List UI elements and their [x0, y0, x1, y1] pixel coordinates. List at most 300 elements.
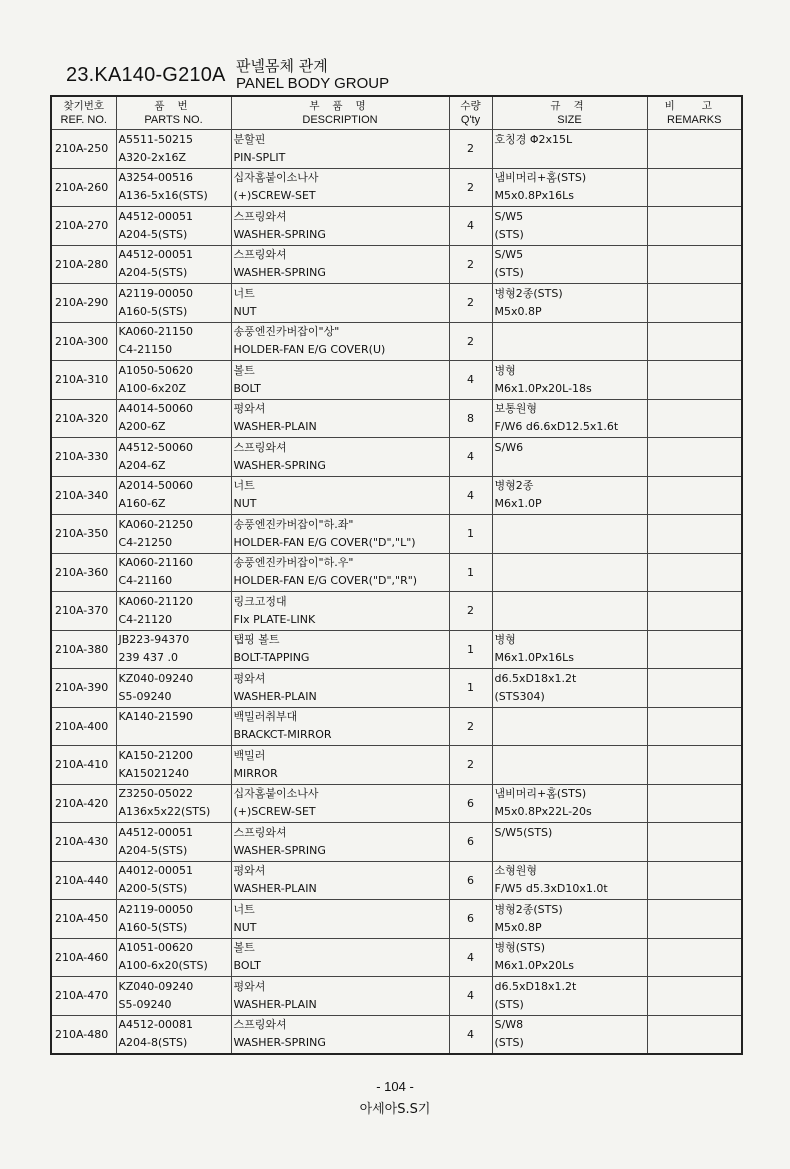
size-line1 [493, 516, 647, 534]
size [492, 322, 647, 361]
size [492, 861, 647, 900]
description-english: MIRROR [233, 766, 278, 780]
table-row [51, 245, 742, 284]
parts-number-line1: KZ040-09240 [118, 979, 194, 993]
description [231, 284, 449, 323]
parts-number [116, 168, 231, 207]
ref-number: 210A-430 [51, 823, 116, 862]
parts-number-line2: C4-21160 [118, 574, 173, 588]
table-row [51, 476, 742, 515]
size-line1: 소형원형 [494, 864, 538, 878]
remarks [647, 207, 742, 246]
parts-number [116, 515, 231, 554]
parts-number [116, 861, 231, 900]
description-english: HOLDER-FAN E/G COVER("D","L") [233, 535, 416, 549]
parts-number [116, 284, 231, 323]
parts-number [116, 938, 231, 977]
size [492, 438, 647, 477]
description-english: WASHER-PLAIN [233, 420, 317, 434]
description-english: (+)SCREW-SET [233, 189, 316, 203]
parts-number-line2: A100-6x20Z [118, 381, 187, 395]
table-row [51, 168, 742, 207]
size [492, 630, 647, 669]
quantity: 8 [449, 399, 492, 438]
description [231, 476, 449, 515]
size-line1: S/W5 [494, 209, 524, 223]
size [492, 784, 647, 823]
description-korean: 송풍엔진카버잡이"하.우" [233, 556, 354, 570]
description-english: BOLT-TAPPING [233, 651, 310, 665]
column-header-remarks: 비 고 REMARKS [647, 96, 742, 130]
description-english: BOLT [233, 381, 261, 395]
size-line1: 병형2종 [494, 479, 534, 493]
description-english: WASHER-SPRING [233, 227, 326, 241]
group-title-korean: 판넬몸체 관계 [236, 57, 328, 75]
table-row [51, 284, 742, 323]
size [492, 207, 647, 246]
parts-number [116, 900, 231, 939]
ref-number: 210A-270 [51, 207, 116, 246]
remarks [647, 553, 742, 592]
table-row [51, 399, 742, 438]
remarks [647, 438, 742, 477]
description-english: FIx PLATE-LINK [233, 612, 316, 626]
size-line1: d6.5xD18x1.2t [494, 671, 577, 685]
size [492, 399, 647, 438]
ref-number: 210A-460 [51, 938, 116, 977]
table-row [51, 900, 742, 939]
column-header-description: 부 품 명 DESCRIPTION [231, 96, 449, 130]
size-line1: 냄비머리+홈(STS) [494, 787, 587, 801]
size-line2 [493, 149, 647, 167]
table-row [51, 669, 742, 708]
parts-number-line1: A4512-00051 [118, 209, 193, 223]
description [231, 707, 449, 746]
ref-number: 210A-360 [51, 553, 116, 592]
parts-number-line2 [117, 726, 231, 744]
ref-number: 210A-350 [51, 515, 116, 554]
parts-number-line1: KA060-21120 [118, 594, 194, 608]
parts-number-line1: A2119-00050 [118, 902, 193, 916]
description-korean: 링크고정대 [233, 594, 287, 608]
description-english: WASHER-PLAIN [233, 997, 317, 1011]
parts-number-line2: A204-5(STS) [118, 227, 188, 241]
description-korean: 백밀러 [233, 748, 266, 762]
parts-number-line2: A136x5x22(STS) [118, 805, 211, 819]
column-header-parts: 품 번 PARTS NO. [116, 96, 231, 130]
size [492, 168, 647, 207]
remarks [647, 900, 742, 939]
remarks [647, 399, 742, 438]
size-line1: 병형2종(STS) [494, 286, 563, 300]
size-line1: 냄비머리+홈(STS) [494, 171, 587, 185]
description-korean: 너트 [233, 479, 255, 493]
size [492, 707, 647, 746]
parts-number [116, 746, 231, 785]
description [231, 515, 449, 554]
quantity: 4 [449, 207, 492, 246]
size [492, 592, 647, 631]
remarks [647, 361, 742, 400]
size-line2: (STS) [494, 227, 524, 241]
size-line2 [493, 726, 647, 744]
parts-number [116, 245, 231, 284]
parts-number-line2: C4-21250 [118, 535, 173, 549]
parts-number-line2: A100-6x20(STS) [118, 959, 208, 973]
table-row [51, 977, 742, 1016]
table-row [51, 1015, 742, 1054]
quantity: 1 [449, 630, 492, 669]
parts-number [116, 1015, 231, 1054]
table-row [51, 746, 742, 785]
parts-number-line2: C4-21150 [118, 343, 173, 357]
description [231, 399, 449, 438]
parts-number [116, 823, 231, 862]
parts-number-line1: A4012-00051 [118, 864, 193, 878]
remarks [647, 130, 742, 169]
parts-number-line2: S5-09240 [118, 689, 172, 703]
parts-number-line1: A1050-50620 [118, 363, 193, 377]
column-header-size: 규 격 SIZE [492, 96, 647, 130]
size-line2: M6x1.0Px20Ls [494, 959, 574, 973]
parts-number [116, 322, 231, 361]
description-english: (+)SCREW-SET [233, 805, 316, 819]
quantity: 2 [449, 168, 492, 207]
description [231, 245, 449, 284]
ref-number: 210A-250 [51, 130, 116, 169]
parts-number-line2: A204-8(STS) [118, 1036, 188, 1050]
quantity: 4 [449, 1015, 492, 1054]
description-english: WASHER-SPRING [233, 843, 326, 857]
table-row [51, 861, 742, 900]
quantity: 4 [449, 938, 492, 977]
parts-number-line1: A4014-50060 [118, 402, 193, 416]
description [231, 322, 449, 361]
description-english: NUT [233, 304, 257, 318]
size-line1 [493, 747, 647, 765]
table-row [51, 130, 742, 169]
parts-number-line2: A200-5(STS) [118, 882, 188, 896]
table-row [51, 553, 742, 592]
description [231, 592, 449, 631]
parts-number-line1: KA150-21200 [118, 748, 194, 762]
quantity: 6 [449, 823, 492, 862]
parts-number [116, 592, 231, 631]
parts-number-line2: S5-09240 [118, 997, 172, 1011]
quantity: 1 [449, 515, 492, 554]
quantity: 6 [449, 861, 492, 900]
size [492, 361, 647, 400]
remarks [647, 168, 742, 207]
quantity: 2 [449, 592, 492, 631]
parts-number-line2: A160-6Z [118, 497, 166, 511]
table-header-row [51, 96, 742, 130]
description-korean: 송풍엔진카버잡이"상" [233, 325, 340, 339]
parts-number [116, 707, 231, 746]
description-korean: 너트 [233, 902, 255, 916]
size-line2 [493, 611, 647, 629]
size-line2 [493, 457, 647, 475]
size-line1 [493, 593, 647, 611]
size [492, 900, 647, 939]
size-line1: S/W8 [494, 1018, 524, 1032]
description-korean: 스프링와셔 [233, 1018, 287, 1032]
size-line2: M5x0.8Px22L-20s [494, 805, 592, 819]
parts-number-line2: A320-2x16Z [118, 150, 187, 164]
table-row [51, 438, 742, 477]
ref-number: 210A-290 [51, 284, 116, 323]
parts-number [116, 669, 231, 708]
description [231, 938, 449, 977]
remarks [647, 1015, 742, 1054]
description-korean: 너트 [233, 286, 255, 300]
remarks [647, 861, 742, 900]
description-english: WASHER-SPRING [233, 266, 326, 280]
quantity: 4 [449, 977, 492, 1016]
description-english: WASHER-SPRING [233, 1036, 326, 1050]
column-header-ref: 찾기번호 REF. NO. [51, 96, 116, 130]
parts-number-line2: A204-5(STS) [118, 843, 188, 857]
ref-number: 210A-320 [51, 399, 116, 438]
remarks [647, 592, 742, 631]
description-korean: 백밀러취부대 [233, 710, 298, 724]
ref-number: 210A-450 [51, 900, 116, 939]
table-row [51, 322, 742, 361]
parts-number-line1: KA060-21150 [118, 325, 194, 339]
description-korean: 스프링와셔 [233, 825, 287, 839]
parts-number [116, 476, 231, 515]
table-row [51, 823, 742, 862]
remarks [647, 977, 742, 1016]
parts-number [116, 784, 231, 823]
parts-number-line1: KA060-21250 [118, 517, 194, 531]
parts-number [116, 977, 231, 1016]
parts-number-line1: A2014-50060 [118, 479, 193, 493]
size-line1: S/W5(STS) [494, 825, 553, 839]
parts-number-line1: A5511-50215 [118, 132, 193, 146]
quantity: 1 [449, 669, 492, 708]
size-line1 [493, 323, 647, 341]
remarks [647, 669, 742, 708]
description-english: WASHER-PLAIN [233, 689, 317, 703]
description-korean: 스프링와셔 [233, 248, 287, 262]
description-english: NUT [233, 497, 257, 511]
size [492, 553, 647, 592]
size-line2: M5x0.8P [494, 304, 542, 318]
description [231, 207, 449, 246]
ref-number: 210A-420 [51, 784, 116, 823]
description [231, 823, 449, 862]
parts-number-line1: A3254-00516 [118, 171, 193, 185]
table-row [51, 707, 742, 746]
description [231, 977, 449, 1016]
quantity: 4 [449, 476, 492, 515]
ref-number: 210A-370 [51, 592, 116, 631]
remarks [647, 476, 742, 515]
parts-number-line1: A2119-00050 [118, 286, 193, 300]
description-english: HOLDER-FAN E/G COVER(U) [233, 343, 386, 357]
quantity: 2 [449, 130, 492, 169]
description-korean: 스프링와셔 [233, 440, 287, 454]
remarks [647, 630, 742, 669]
table-row [51, 784, 742, 823]
parts-number-line2: KA15021240 [118, 766, 190, 780]
size-line2 [493, 341, 647, 359]
description [231, 900, 449, 939]
size [492, 938, 647, 977]
group-code: 23.KA140-G210A [66, 64, 226, 86]
quantity: 2 [449, 245, 492, 284]
parts-number [116, 399, 231, 438]
description-korean: 십자홈붙이소나사 [233, 171, 319, 185]
size-line1: 병형 [494, 633, 516, 647]
size-line2 [493, 534, 647, 552]
size-line1: 병형 [494, 363, 516, 377]
parts-number [116, 130, 231, 169]
description-english: BOLT [233, 959, 261, 973]
page-number: - 104 - [376, 1079, 414, 1094]
size [492, 823, 647, 862]
parts-number-line2: A160-5(STS) [118, 304, 188, 318]
table-row [51, 515, 742, 554]
description-korean: 송풍엔진카버잡이"하.좌" [233, 517, 354, 531]
size-line2: M5x0.8Px16Ls [494, 189, 574, 203]
table-row [51, 207, 742, 246]
ref-number: 210A-440 [51, 861, 116, 900]
description [231, 784, 449, 823]
column-header-qty: 수량 Q'ty [449, 96, 492, 130]
table-row [51, 938, 742, 977]
parts-number-line1: A4512-00051 [118, 825, 193, 839]
parts-table [50, 95, 743, 1055]
size-line1: 병형2종(STS) [494, 902, 563, 916]
remarks [647, 823, 742, 862]
parts-number-line1: A4512-00081 [118, 1018, 193, 1032]
quantity: 2 [449, 284, 492, 323]
parts-number [116, 438, 231, 477]
size [492, 977, 647, 1016]
ref-number: 210A-480 [51, 1015, 116, 1054]
size [492, 245, 647, 284]
description [231, 861, 449, 900]
size-line2 [493, 842, 647, 860]
parts-number-line1: KA060-21160 [118, 556, 194, 570]
size [492, 515, 647, 554]
description-english: WASHER-PLAIN [233, 882, 317, 896]
quantity: 2 [449, 746, 492, 785]
company-name: 아세아S.S기 [359, 1102, 431, 1117]
remarks [647, 515, 742, 554]
table-row [51, 630, 742, 669]
quantity: 2 [449, 707, 492, 746]
size [492, 746, 647, 785]
size-line2: M6x1.0Px16Ls [494, 651, 574, 665]
parts-number-line1: Z3250-05022 [118, 787, 193, 801]
description-english: BRACKCT-MIRROR [233, 728, 332, 742]
description-korean: 볼트 [233, 363, 255, 377]
description [231, 130, 449, 169]
description-korean: 평와셔 [233, 864, 266, 878]
description [231, 1015, 449, 1054]
ref-number: 210A-400 [51, 707, 116, 746]
remarks [647, 284, 742, 323]
description-korean: 탭핑 볼트 [233, 633, 280, 647]
parts-number-line2: A160-5(STS) [118, 920, 188, 934]
ref-number: 210A-380 [51, 630, 116, 669]
description-korean: 평와셔 [233, 671, 266, 685]
remarks [647, 707, 742, 746]
group-title-english: PANEL BODY GROUP [236, 75, 390, 92]
size-line2: F/W6 d6.6xD12.5x1.6t [494, 420, 619, 434]
ref-number: 210A-280 [51, 245, 116, 284]
size-line1: d6.5xD18x1.2t [494, 979, 577, 993]
parts-number [116, 207, 231, 246]
description-korean: 볼트 [233, 941, 255, 955]
parts-number [116, 361, 231, 400]
size-line1: S/W6 [494, 440, 524, 454]
description [231, 669, 449, 708]
size-line1: 보통원형 [494, 402, 538, 416]
quantity: 4 [449, 438, 492, 477]
parts-number-line2: C4-21120 [118, 612, 173, 626]
remarks [647, 746, 742, 785]
parts-number-line2: A204-5(STS) [118, 266, 188, 280]
description-korean: 십자홈붙이소나사 [233, 787, 319, 801]
parts-number-line2: A200-6Z [118, 420, 166, 434]
description-english: PIN-SPLIT [233, 150, 286, 164]
description-korean: 평와셔 [233, 979, 266, 993]
ref-number: 210A-260 [51, 168, 116, 207]
quantity: 6 [449, 784, 492, 823]
description-korean: 스프링와셔 [233, 209, 287, 223]
size-line2: M6x1.0P [494, 497, 542, 511]
size [492, 284, 647, 323]
size-line2: (STS) [494, 997, 524, 1011]
ref-number: 210A-470 [51, 977, 116, 1016]
remarks [647, 938, 742, 977]
description-english: WASHER-SPRING [233, 458, 326, 472]
size-line2 [493, 765, 647, 783]
table-row [51, 361, 742, 400]
parts-number [116, 630, 231, 669]
remarks [647, 322, 742, 361]
parts-number-line2: 239 437 .0 [118, 651, 178, 665]
description [231, 438, 449, 477]
ref-number: 210A-410 [51, 746, 116, 785]
parts-number-line1: KZ040-09240 [118, 671, 194, 685]
table-row [51, 592, 742, 631]
quantity: 6 [449, 900, 492, 939]
size-line2: (STS304) [494, 689, 545, 703]
description [231, 361, 449, 400]
parts-number-line1: JB223-94370 [118, 633, 190, 647]
ref-number: 210A-300 [51, 322, 116, 361]
size-line1 [493, 708, 647, 726]
size-line2: M6x1.0Px20L-18s [494, 381, 592, 395]
quantity: 4 [449, 361, 492, 400]
size-line2 [493, 572, 647, 590]
size-line2: F/W5 d5.3xD10x1.0t [494, 882, 608, 896]
parts-number-line1: KA140-21590 [118, 710, 194, 724]
parts-number [116, 553, 231, 592]
description [231, 630, 449, 669]
description-english: NUT [233, 920, 257, 934]
parts-number-line2: A204-6Z [118, 458, 166, 472]
size-line1 [493, 554, 647, 572]
ref-number: 210A-310 [51, 361, 116, 400]
description-korean: 분할핀 [233, 132, 266, 146]
parts-number-line2: A136-5x16(STS) [118, 189, 208, 203]
